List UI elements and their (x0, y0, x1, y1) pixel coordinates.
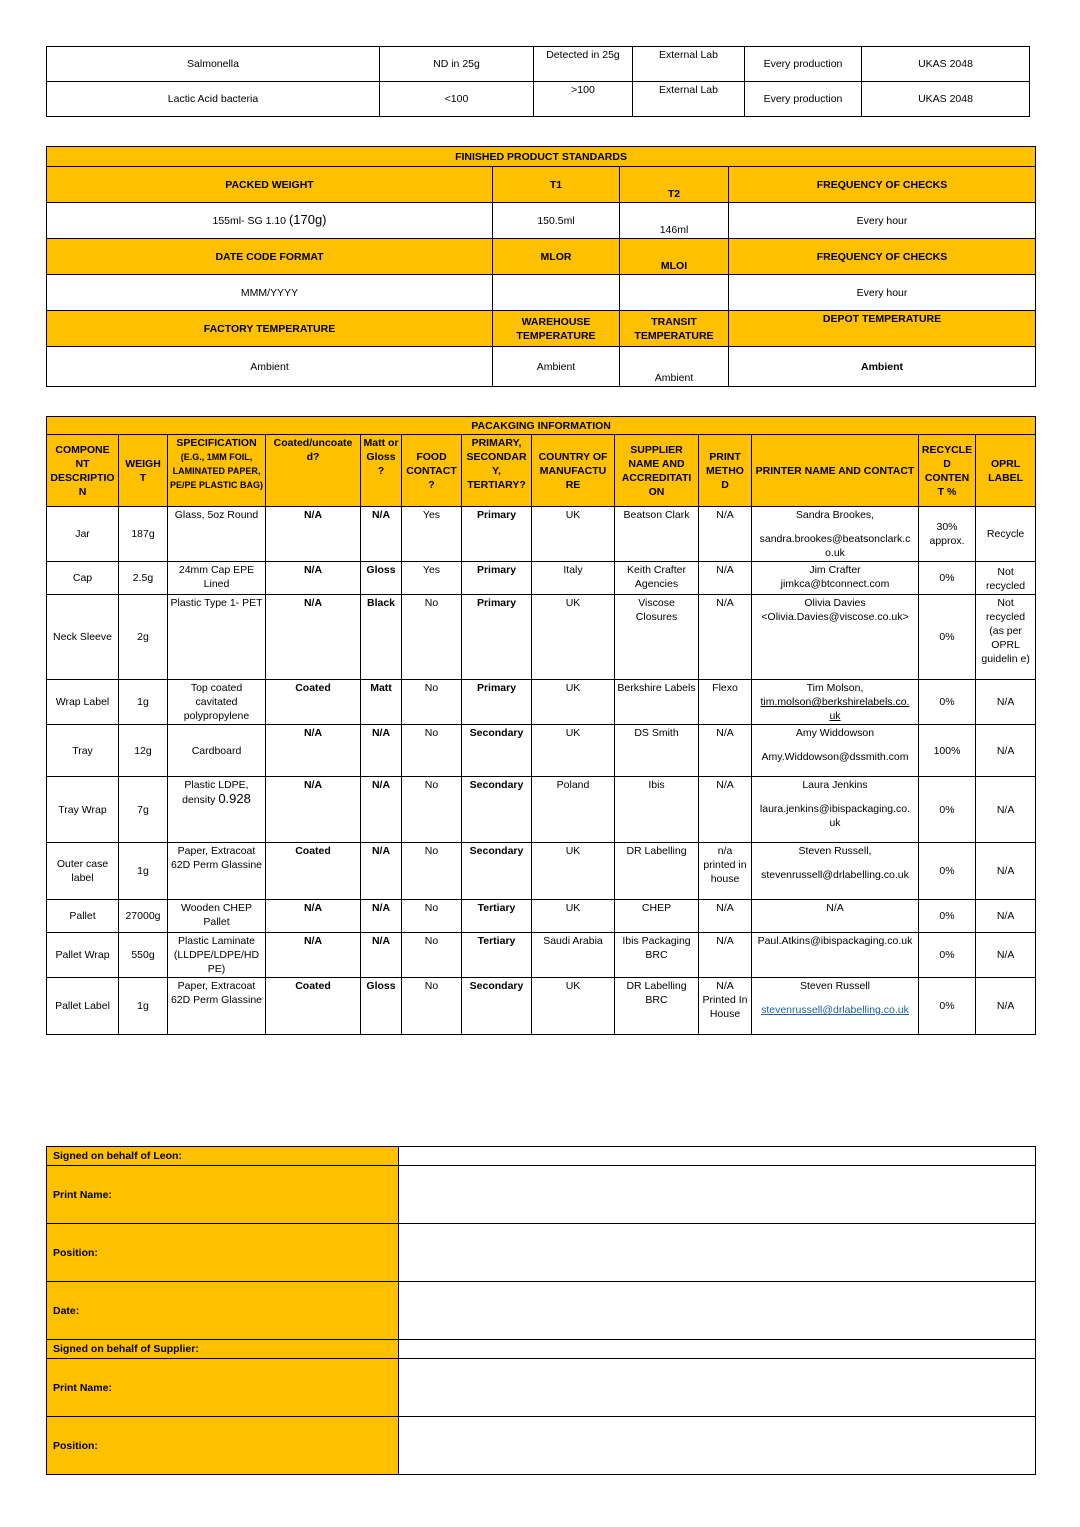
email-link[interactable]: stevenrussell@drlabelling.co.uk (761, 1004, 909, 1016)
specification: 24mm Cap EPE Lined (168, 562, 266, 595)
t2-value: 146ml (620, 203, 729, 239)
supplier: CHEP (615, 900, 699, 933)
factory-temp-value: Ambient (47, 347, 493, 387)
specification: Top coated cavitated polypropylene (168, 680, 266, 725)
print-name-label: Print Name: (47, 1359, 399, 1417)
recycled-content: 0% (919, 777, 976, 843)
micro-frequency: Every production (745, 82, 862, 117)
oprl-label: Not recycled (as per OPRL guidelin e) (976, 595, 1036, 680)
country: UK (532, 725, 615, 777)
printer-contact: Tim Molson, tim.molson@berkshirelabels.co. uk (752, 680, 919, 725)
food-contact: No (402, 595, 462, 680)
component: Pallet (47, 900, 119, 933)
micro-test: Salmonella (47, 47, 380, 82)
date-field[interactable] (399, 1282, 1036, 1340)
mloi-value (620, 275, 729, 311)
header-oprl: OPRL LABEL (976, 435, 1036, 507)
coated: Coated (266, 978, 361, 1035)
header-coated: Coated/uncoate d? (266, 435, 361, 507)
recycled-content: 100% (919, 725, 976, 777)
finish: N/A (361, 777, 402, 843)
country: UK (532, 680, 615, 725)
packaging-level: Secondary (462, 978, 532, 1035)
specification: Paper, Extracoat 62D Perm Glassine (168, 843, 266, 900)
finish: Gloss (361, 562, 402, 595)
component: Cap (47, 562, 119, 595)
supplier: Viscose Closures (615, 595, 699, 680)
food-contact: Yes (402, 507, 462, 562)
print-method: N/A (699, 777, 752, 843)
coated: N/A (266, 595, 361, 680)
supplier: Keith Crafter Agencies (615, 562, 699, 595)
date-label: Date: (47, 1282, 399, 1340)
position-label: Position: (47, 1224, 399, 1282)
oprl-label: N/A (976, 680, 1036, 725)
oprl-label: N/A (976, 843, 1036, 900)
table-row (47, 900, 1036, 933)
table-row (47, 725, 1036, 777)
printer-contact: Jim Crafter jimkca@btconnect.com (752, 562, 919, 595)
component: Tray (47, 725, 119, 777)
component: Pallet Label (47, 978, 119, 1035)
table-row (47, 507, 1036, 562)
country: UK (532, 507, 615, 562)
component: Jar (47, 507, 119, 562)
recycled-content: 30% approx. (919, 507, 976, 562)
country: UK (532, 900, 615, 933)
coated: N/A (266, 507, 361, 562)
frequency-value: Every hour (729, 203, 1036, 239)
food-contact: No (402, 843, 462, 900)
component: Outer case label (47, 843, 119, 900)
header-country: COUNTRY OF MANUFACTU RE (532, 435, 615, 507)
header-specification: SPECIFICATION (E.G., 1MM FOIL, LAMINATED PAPER, PE/PE PLASTIC BAG) (168, 435, 266, 507)
packaging-header-row (47, 435, 1036, 507)
component: Neck Sleeve (47, 595, 119, 680)
print-method: n/a printed in house (699, 843, 752, 900)
warehouse-temp-value: Ambient (493, 347, 620, 387)
packaging-level: Secondary (462, 777, 532, 843)
food-contact: No (402, 777, 462, 843)
oprl-label: N/A (976, 777, 1036, 843)
print-method: N/A (699, 595, 752, 680)
finish: Gloss (361, 978, 402, 1035)
specification: Plastic Type 1- PET (168, 595, 266, 680)
table-row (47, 933, 1036, 978)
depot-temp-value: Ambient (729, 347, 1036, 387)
recycled-content: 0% (919, 595, 976, 680)
printer-contact: N/A (752, 900, 919, 933)
finish: N/A (361, 507, 402, 562)
header-t1: T1 (493, 167, 620, 203)
recycled-content: 0% (919, 900, 976, 933)
oprl-label: N/A (976, 933, 1036, 978)
weight: 2.5g (119, 562, 168, 595)
coated: Coated (266, 843, 361, 900)
header-frequency: FREQUENCY OF CHECKS (729, 167, 1036, 203)
header-weight: WEIGH T (119, 435, 168, 507)
specification: Paper, Extracoat 62D Perm Glassine (168, 978, 266, 1035)
micro-accreditation: UKAS 2048 (862, 47, 1030, 82)
country: Poland (532, 777, 615, 843)
food-contact: No (402, 900, 462, 933)
frequency-value: Every hour (729, 275, 1036, 311)
coated: N/A (266, 562, 361, 595)
recycled-content: 0% (919, 843, 976, 900)
finish: N/A (361, 843, 402, 900)
weight: 2g (119, 595, 168, 680)
packaging-level: Tertiary (462, 933, 532, 978)
t1-value: 150.5ml (493, 203, 620, 239)
position-field[interactable] (399, 1417, 1036, 1475)
supplier: DR Labelling (615, 843, 699, 900)
finish: N/A (361, 933, 402, 978)
header-supplier: SUPPLIER NAME AND ACCREDITATI ON (615, 435, 699, 507)
packaging-title: PACAKGING INFORMATION (47, 417, 1036, 435)
specification: Plastic LDPE, density 0.928 (168, 777, 266, 843)
header-printer-contact: PRINTER NAME AND CONTACT (752, 435, 919, 507)
print-name-field[interactable] (399, 1359, 1036, 1417)
signed-supplier-field[interactable] (399, 1340, 1036, 1359)
print-method: Flexo (699, 680, 752, 725)
micro-target: <100 (380, 82, 534, 117)
oprl-label: Not recycled (976, 562, 1036, 595)
header-mloi: MLOI (620, 239, 729, 275)
finish: Matt (361, 680, 402, 725)
micro-target: ND in 25g (380, 47, 534, 82)
printer-contact: Sandra Brookes, sandra.brookes@beatsonclark.c o.uk (752, 507, 919, 562)
header-factory-temp: FACTORY TEMPERATURE (47, 311, 493, 347)
table-row (47, 680, 1036, 725)
oprl-label: N/A (976, 725, 1036, 777)
coated: N/A (266, 900, 361, 933)
printer-contact: Steven Russell, stevenrussell@drlabelling.co.uk (752, 843, 919, 900)
header-food-contact: FOOD CONTACT ? (402, 435, 462, 507)
table-row (47, 777, 1036, 843)
printer-contact: Paul.Atkins@ibispackaging.co.uk (752, 933, 919, 978)
finish: N/A (361, 900, 402, 933)
recycled-content: 0% (919, 933, 976, 978)
component: Pallet Wrap (47, 933, 119, 978)
print-name-field[interactable] (399, 1166, 1036, 1224)
recycled-content: 0% (919, 978, 976, 1035)
micro-limit: >100 (534, 82, 633, 117)
position-field[interactable] (399, 1224, 1036, 1282)
packaging-level: Primary (462, 680, 532, 725)
recycled-content: 0% (919, 562, 976, 595)
weight: 1g (119, 978, 168, 1035)
print-method: N/A (699, 725, 752, 777)
print-method: N/A (699, 900, 752, 933)
date-code-value: MMM/YYYY (47, 275, 493, 311)
micro-lab: External Lab (633, 82, 745, 117)
print-method: N/A Printed In House (699, 978, 752, 1035)
packed-weight-value: 155ml- SG 1.10 (170g) (47, 203, 493, 239)
header-matt-gloss: Matt or Gloss ? (361, 435, 402, 507)
specification: Plastic Laminate (LLDPE/LDPE/HD PE) (168, 933, 266, 978)
table-row (47, 843, 1036, 900)
printer-contact: Steven Russell stevenrussell@drlabelling.co.uk (752, 978, 919, 1035)
supplier: Ibis (615, 777, 699, 843)
food-contact: No (402, 978, 462, 1035)
table-row (47, 562, 1036, 595)
country: UK (532, 595, 615, 680)
packaging-level: Secondary (462, 843, 532, 900)
header-frequency: FREQUENCY OF CHECKS (729, 239, 1036, 275)
header-warehouse-temp: WAREHOUSE TEMPERATURE (493, 311, 620, 347)
micro-table (46, 46, 1030, 117)
weight: 187g (119, 507, 168, 562)
component: Wrap Label (47, 680, 119, 725)
table-row (47, 47, 1030, 82)
weight: 27000g (119, 900, 168, 933)
header-t2: T2 (620, 167, 729, 203)
micro-accreditation: UKAS 2048 (862, 82, 1030, 117)
header-recycled: RECYCLE D CONTEN T % (919, 435, 976, 507)
coated: N/A (266, 777, 361, 843)
print-method: N/A (699, 507, 752, 562)
supplier: Ibis Packaging BRC (615, 933, 699, 978)
print-method: N/A (699, 933, 752, 978)
print-name-label: Print Name: (47, 1166, 399, 1224)
header-component: COMPONE NT DESCRIPTIO N (47, 435, 119, 507)
weight: 1g (119, 843, 168, 900)
header-packed-weight: PACKED WEIGHT (47, 167, 493, 203)
weight: 1g (119, 680, 168, 725)
finish: N/A (361, 725, 402, 777)
header-transit-temp: TRANSIT TEMPERATURE (620, 311, 729, 347)
food-contact: No (402, 933, 462, 978)
header-packaging-level: PRIMARY, SECONDAR Y, TERTIARY? (462, 435, 532, 507)
print-method: N/A (699, 562, 752, 595)
mlor-value (493, 275, 620, 311)
micro-lab: External Lab (633, 47, 745, 82)
printer-contact: Olivia Davies <Olivia.Davies@viscose.co.uk> (752, 595, 919, 680)
supplier: DR Labelling BRC (615, 978, 699, 1035)
signed-leon-field[interactable] (399, 1147, 1036, 1166)
food-contact: Yes (402, 562, 462, 595)
signed-supplier-label: Signed on behalf of Supplier: (47, 1340, 399, 1359)
oprl-label: N/A (976, 900, 1036, 933)
specification: Glass, 5oz Round (168, 507, 266, 562)
packaging-level: Secondary (462, 725, 532, 777)
coated: Coated (266, 680, 361, 725)
food-contact: No (402, 725, 462, 777)
country: Saudi Arabia (532, 933, 615, 978)
table-row (47, 82, 1030, 117)
supplier: Berkshire Labels (615, 680, 699, 725)
packaging-table (46, 416, 1036, 1035)
weight: 550g (119, 933, 168, 978)
component: Tray Wrap (47, 777, 119, 843)
country: Italy (532, 562, 615, 595)
country: UK (532, 843, 615, 900)
finish: Black (361, 595, 402, 680)
packaging-level: Primary (462, 562, 532, 595)
weight: 7g (119, 777, 168, 843)
packaging-level: Primary (462, 595, 532, 680)
finished-product-table (46, 146, 1036, 387)
specification: Cardboard (168, 725, 266, 777)
packaging-level: Tertiary (462, 900, 532, 933)
header-date-code: DATE CODE FORMAT (47, 239, 493, 275)
header-print-method: PRINT METHO D (699, 435, 752, 507)
micro-limit: Detected in 25g (534, 47, 633, 82)
position-label: Position: (47, 1417, 399, 1475)
finished-title: FINISHED PRODUCT STANDARDS (47, 147, 1036, 167)
supplier: DS Smith (615, 725, 699, 777)
supplier: Beatson Clark (615, 507, 699, 562)
packaging-level: Primary (462, 507, 532, 562)
micro-test: Lactic Acid bacteria (47, 82, 380, 117)
signed-leon-label: Signed on behalf of Leon: (47, 1147, 399, 1166)
food-contact: No (402, 680, 462, 725)
signoff-table (46, 1146, 1036, 1475)
coated: N/A (266, 933, 361, 978)
transit-temp-value: Ambient (620, 347, 729, 387)
country: UK (532, 978, 615, 1035)
weight: 12g (119, 725, 168, 777)
header-mlor: MLOR (493, 239, 620, 275)
header-depot-temp: DEPOT TEMPERATURE (729, 311, 1036, 347)
oprl-label: Recycle (976, 507, 1036, 562)
coated: N/A (266, 725, 361, 777)
recycled-content: 0% (919, 680, 976, 725)
printer-contact: Laura Jenkins laura.jenkins@ibispackaging.co. uk (752, 777, 919, 843)
table-row (47, 595, 1036, 680)
specification: Wooden CHEP Pallet (168, 900, 266, 933)
oprl-label: N/A (976, 978, 1036, 1035)
table-row (47, 978, 1036, 1035)
printer-contact: Amy Widdowson Amy.Widdowson@dssmith.com (752, 725, 919, 777)
micro-frequency: Every production (745, 47, 862, 82)
